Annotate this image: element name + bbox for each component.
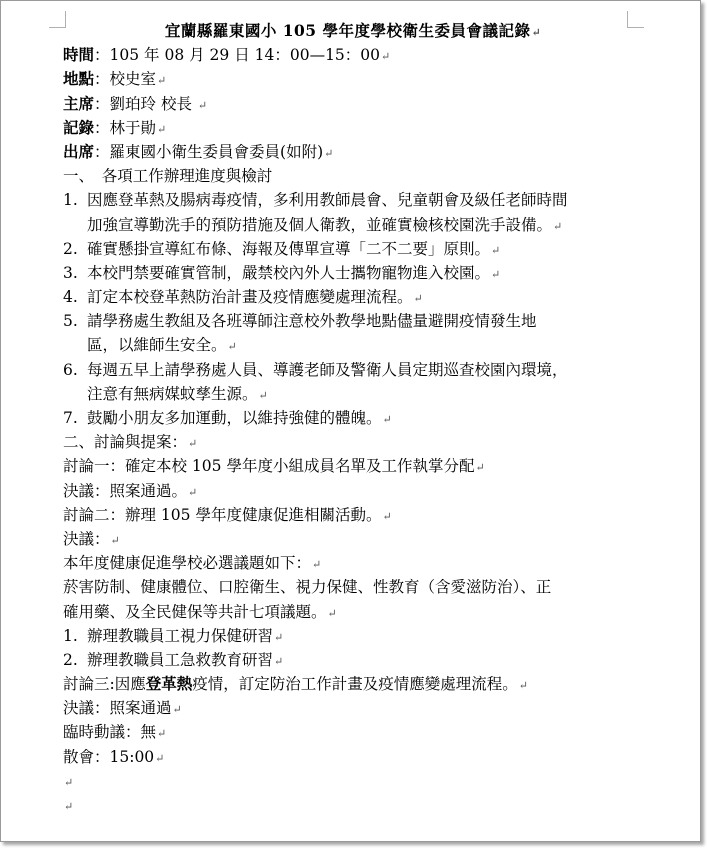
list-item: 3. 本校門禁要確實管制，嚴禁校內外人士攜物寵物進入校園。 ↵ [63, 261, 643, 285]
paragraph-mark-icon [414, 292, 423, 305]
paragraph-mark-icon [274, 631, 283, 644]
paragraph-mark-icon [64, 800, 73, 813]
paragraph-mark-icon [491, 244, 500, 257]
paragraph-mark-icon [173, 703, 182, 716]
paragraph-mark-icon [324, 147, 333, 160]
document-title: 宜蘭縣羅東國小 105 學年度學校衛生委員會議記錄 ↵ [63, 19, 643, 43]
section-heading-1: 一、 各項工作辦理進度與檢討 [63, 167, 273, 186]
list-item: 7. 鼓勵小朋友多加運動，以維持強健的體魄。 ↵ [63, 406, 643, 430]
paragraph-mark-icon [382, 510, 391, 523]
paragraph-mark-icon [531, 26, 541, 39]
paragraph-mark-icon [553, 220, 562, 233]
paragraph-mark-icon [381, 50, 390, 63]
info-chair: 主席：劉珀玲 校長 ↵ [63, 92, 643, 116]
list-item-continuation: 加強宣導勤洗手的預防措施及個人衛教，並確實檢核校園洗手設備。 ↵ [63, 213, 643, 237]
paragraph-mark-icon [157, 74, 166, 87]
topics-intro: 本年度健康促進學校必選議題如下： ↵ [63, 551, 643, 575]
paragraph-mark-icon [491, 268, 500, 281]
paragraph-mark-icon [188, 486, 197, 499]
paragraph-mark-icon [475, 461, 484, 474]
paragraph-mark-icon [519, 679, 528, 692]
topics-list: 菸害防制、健康體位、口腔衛生、視力保健、性教育（含愛滋防治）、正 [63, 578, 552, 597]
paragraph-mark-icon [188, 437, 197, 450]
paragraph-mark-icon [228, 340, 237, 353]
topics-list-continuation: 確用藥、及全民健保等共計七項議題。 ↵ [63, 600, 643, 624]
info-attendees: 出席：羅東國小衛生委員會委員(如附) ↵ [63, 140, 643, 164]
list-item: 2. 確實懸掛宣導紅布條、海報及傳單宣導「二不二要」原則。 ↵ [63, 237, 643, 261]
paragraph-mark-icon [157, 123, 166, 136]
list-item-continuation: 區，以維師生安全。 ↵ [63, 333, 643, 357]
paragraph-mark-icon [383, 413, 392, 426]
info-location: 地點：校史室 ↵ [63, 67, 643, 91]
paragraph-mark-icon [157, 727, 166, 740]
paragraph-mark-icon [274, 655, 283, 668]
list-item: 6. 每週五早上請學務處人員、導護老師及警衛人員定期巡查校園內環境， [63, 360, 568, 379]
empty-paragraph [63, 769, 643, 793]
resolution-3: 決議：照案通過 ↵ [63, 696, 643, 720]
adjournment: 散會：15:00 ↵ [63, 745, 643, 769]
section-heading-2: 二、討論與提案： ↵ [63, 430, 643, 454]
paragraph-mark-icon [155, 752, 164, 765]
list-item: 2. 辦理教職員工急救教育研習 ↵ [63, 648, 643, 672]
paragraph-mark-icon [111, 534, 120, 547]
empty-paragraph [63, 793, 643, 817]
info-recorder: 記錄：林于勛 ↵ [63, 116, 643, 140]
list-item: 5. 請學務處生教組及各班導師注意校外教學地點儘量避開疫情發生地 [63, 312, 537, 331]
resolution-1: 決議：照案通過。 ↵ [63, 479, 643, 503]
paragraph-mark-icon [259, 389, 268, 402]
extempore-motion: 臨時動議：無 ↵ [63, 720, 643, 744]
paragraph-mark-icon [312, 558, 321, 571]
list-item: 1. 因應登革熱及腸病毒疫情，多利用教師晨會、兒童朝會及級任老師時間 [63, 191, 568, 210]
list-item-continuation: 注意有無病媒蚊孳生源。 ↵ [63, 382, 643, 406]
info-time: 時間：105 年 08 月 29 日 14：00—15：00 ↵ [63, 43, 643, 67]
document-body[interactable] [63, 19, 643, 817]
paragraph-mark-icon [64, 776, 73, 789]
list-item: 4. 訂定本校登革熱防治計畫及疫情應變處理流程。 ↵ [63, 285, 643, 309]
list-item: 1. 辦理教職員工視力保健研習 ↵ [63, 624, 643, 648]
paragraph-mark-icon [198, 99, 207, 112]
discussion-3: 討論三:因應登革熱疫情，訂定防治工作計畫及疫情應變處理流程。 ↵ [63, 672, 643, 696]
paragraph-mark-icon [328, 607, 337, 620]
discussion-1: 討論一：確定本校 105 學年度小組成員名單及工作執掌分配 ↵ [63, 454, 643, 478]
discussion-2: 討論二：辦理 105 學年度健康促進相關活動。 ↵ [63, 503, 643, 527]
resolution-2: 決議： ↵ [63, 527, 643, 551]
